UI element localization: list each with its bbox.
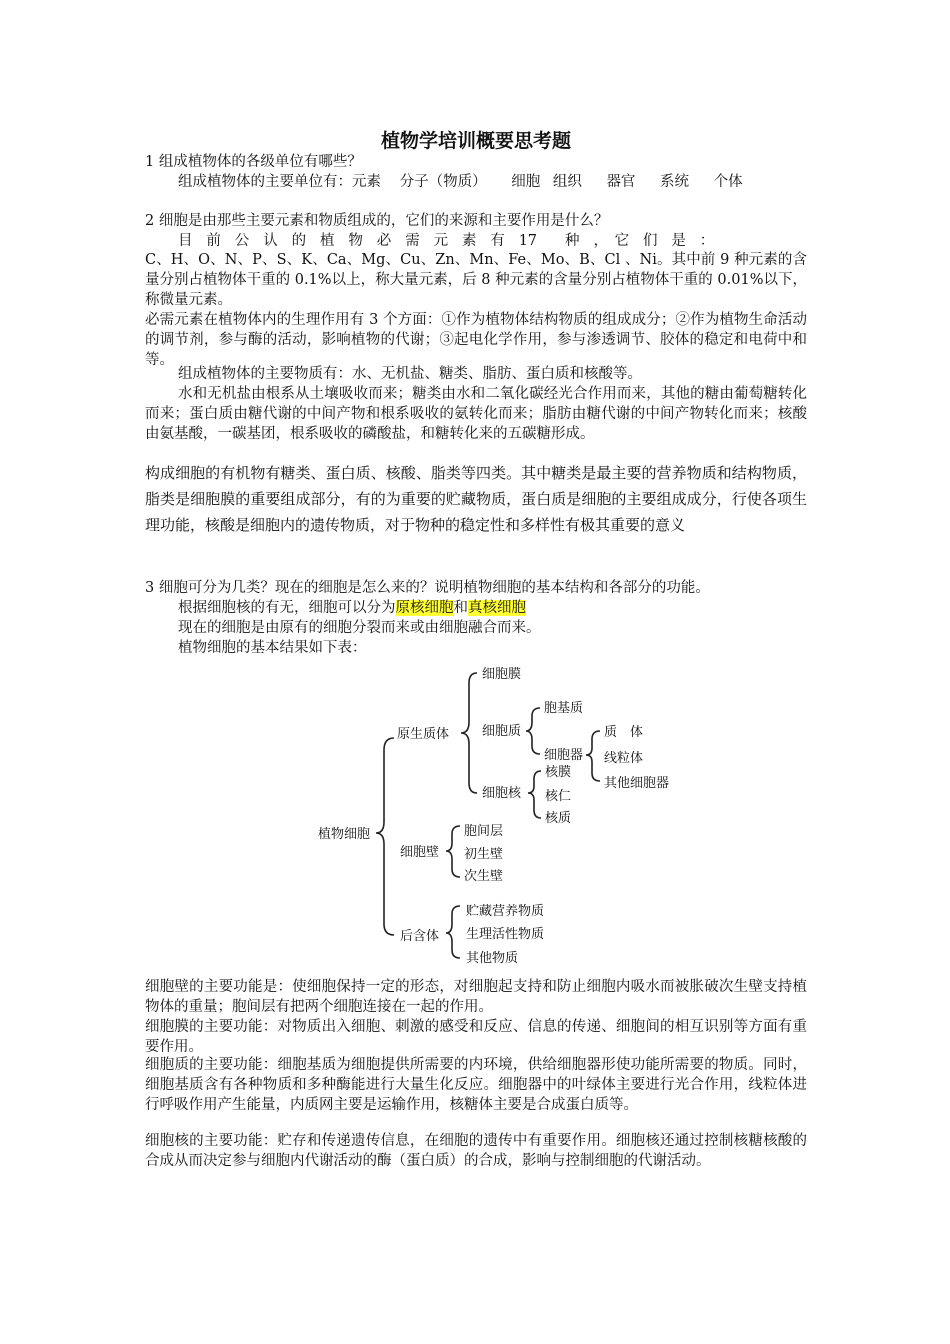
node-storage: 贮藏营养物质 [466, 904, 545, 919]
node-mitochondria: 线粒体 [604, 751, 644, 766]
q1-unit-organ: 器官 [606, 174, 636, 190]
q3-structure-intro: 植物细胞的基本结果如下表： [178, 640, 367, 656]
node-plant-cell: 植物细胞 [318, 827, 371, 842]
q3-cell-origin: 现在的细胞是由原有的细胞分裂而来或由细胞融合而来。 [178, 620, 541, 636]
node-primary-wall: 初生壁 [464, 847, 504, 862]
node-nucleolus: 核仁 [545, 789, 572, 804]
node-bioactive: 生理活性物质 [466, 927, 545, 942]
brace-cytoplasm [526, 708, 540, 754]
node-cell-wall: 细胞壁 [400, 845, 440, 860]
q2-element-roles: 必需元素在植物体内的生理作用有 3 个方面：①作为植物体结构物质的组成成分；②作为植物生命活动的调节剂，参与酶的活动，影响植物的代谢；③起电化学作用，参与渗透调节、胶体的稳定和电荷中和等。 [145, 312, 807, 368]
q3-types-prefix: 根据细胞核的有无，细胞可以分为 [178, 600, 396, 616]
brace-ergastic [446, 906, 460, 958]
node-middle-lamella: 胞间层 [464, 824, 504, 839]
q1-unit-system: 系统 [660, 174, 690, 190]
func-cell-membrane: 细胞膜的主要功能：对物质出入细胞、刺激的感受和反应、信息的传递、细胞间的相互识别等方面有重要作用。 [145, 1019, 807, 1055]
node-organelles: 细胞器 [544, 748, 584, 763]
q1-unit-tissue: 组织 [552, 174, 582, 190]
node-ergastic: 后含体 [400, 929, 440, 944]
prokaryotic-highlight: 原核细胞 [395, 600, 454, 616]
q2-line1: 目 前 公 认 的 植 物 必 需 元 素 有 17 种 ， 它 们 是 ： [178, 233, 714, 249]
q1-answer-prefix: 组成植物体的主要单位有： [178, 174, 352, 190]
func-nucleus: 细胞核的主要功能：贮存和传递遗传信息，在细胞的遗传中有重要作用。细胞核还通过控制核糖核酸的合成从而决定参与细胞内代谢活动的酶（蛋白质）的合成，影响与控制细胞的代谢活动。 [145, 1133, 807, 1169]
node-other-substances: 其他物质 [466, 951, 519, 966]
node-nucleus: 细胞核 [482, 786, 522, 801]
document-title: 植物学培训概要思考题 [380, 130, 571, 152]
question-1: 1 组成植物体的各级单位有哪些？ [145, 154, 362, 170]
node-cell-membrane: 细胞膜 [482, 667, 522, 682]
node-secondary-wall: 次生壁 [464, 869, 504, 884]
node-nucleoplasm: 核质 [545, 811, 572, 826]
brace-nucleus [528, 771, 541, 818]
q1-unit-individual: 个体 [713, 174, 743, 190]
node-cytosol: 胞基质 [544, 701, 584, 716]
question-2: 2 细胞是由那些主要元素和物质组成的，它们的来源和主要作用是什么？ [145, 213, 609, 229]
func-cell-wall: 细胞壁的主要功能是：使细胞保持一定的形态，对细胞起支持和防止细胞内吸水而被胀破次生壁支持植物体的重量；胞间层有把两个细胞连接在一起的作用。 [145, 979, 807, 1015]
brace-wall [446, 826, 460, 877]
node-cytoplasm: 细胞质 [482, 724, 522, 739]
q2-elements: C、H、O、N、P、S、K、Ca、Mg、Cu、Zn、Mn、Fe、Mo、B、Cl 、Ni。其中前 9 种元素的含量分别占植物体干重的 0.1%以上，称大量元素，后 8 种元素的含量分别占植物体干重的 0.01%以下，称微量元素。 [145, 252, 807, 308]
brace-organelle [586, 731, 600, 781]
question-3: 3 细胞可分为几类？现在的细胞是怎么来的？说明植物细胞的基本结构和各部分的功能。 [145, 580, 710, 596]
node-protoplast: 原生质体 [397, 727, 450, 742]
eukaryotic-highlight: 真核细胞 [468, 600, 526, 616]
q2-organic-matter: 构成细胞的有机物有糖类、蛋白质、核酸、脂类等四类。其中糖类是最主要的营养物质和结构物质，脂类是细胞膜的重要组成部分，有的为重要的贮藏物质，蛋白质是细胞的主要组成成分，行使各项生理功能，核酸是细胞内的遗传物质，对于物种的稳定性和多样性有极其重要的意义 [145, 464, 807, 534]
q3-types-and: 和 [453, 600, 468, 616]
node-nuclear-membrane: 核膜 [545, 765, 572, 780]
brace-root [376, 738, 394, 935]
func-cytoplasm: 细胞质的主要功能：细胞基质为细胞提供所需要的内环境，供给细胞器形使功能所需要的物质。同时，细胞基质含有各种物质和多种酶能进行大量生化反应。细胞器中的叶绿体主要进行光合作用，线粒体进行呼吸作用产生能量，内质网主要是运输作用，核糖体主要是合成蛋白质等。 [145, 1057, 807, 1113]
brace-protoplast [461, 673, 477, 793]
q2-substance-sources: 水和无机盐由根系从土壤吸收而来；糖类由水和二氧化碳经光合作用而来，其他的糖由葡萄糖转化而来；蛋白质由糖代谢的中间产物和根系吸收的氨转化而来；脂肪由糖代谢的中间产物转化而来；核酸由氨基酸，一碳基团，根系吸收的磷酸盐，和糖转化来的五碳糖形成。 [145, 386, 807, 442]
node-other-organelles: 其他细胞器 [604, 776, 670, 791]
node-plastid: 质 体 [604, 725, 644, 740]
q2-main-substances: 组成植物体的主要物质有：水、无机盐、糖类、脂肪、蛋白质和核酸等。 [178, 366, 642, 382]
q1-unit-cell: 细胞 [511, 174, 541, 190]
q1-unit-molecule: 分子（物质） [399, 174, 487, 190]
q1-unit-element: 元素 [352, 174, 381, 190]
